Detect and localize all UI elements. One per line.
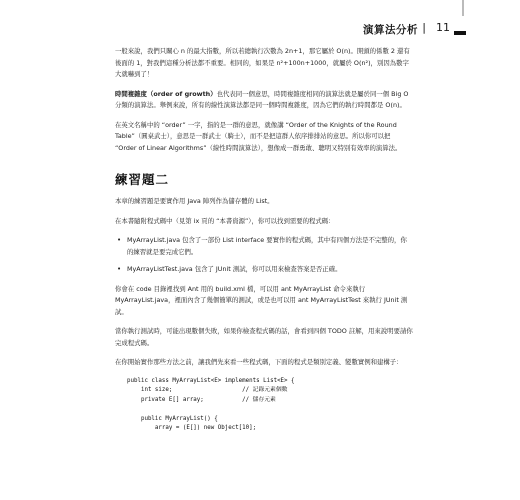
paragraph-code-location: 在本書隨附程式碼中（見第 ix 頁的 “本書資源”），你可以找到需要的程式碼：: [115, 216, 335, 225]
paragraph-order-meaning: 在英文名稱中的 “order” 一字，指的是一群的意思，就像講 “Order of the Knights of the Round Table”（圓桌武士），意思是一群武士（騎士），而不是把這群人依序排排站的意思。所以你可以把 “Order of Linear Algorithms”（線性時間演算法），想像成一群勇敢、聰明又特別有效率的演算法。: [115, 120, 402, 152]
code-listing: public class MyArrayList<E> implements List<E> { int size; // 記錄元素個數 private E[] array; // 儲存元素 public MyArrayList() { array = (E[]) new Object[10];: [127, 377, 295, 431]
header-rule: [462, 0, 464, 16]
page-header: [0, 0, 520, 38]
header-separator: |: [422, 21, 426, 34]
header-marker: [454, 31, 466, 35]
paragraph-todo-notes: 當你執行測試時，可能出現數個失敗，如果你檢查程式碼的話，會看到四個 TODO 註解，用來說明要請你完成程式碼。: [115, 327, 413, 347]
section-heading: 練習題二: [115, 172, 170, 187]
paragraph-code-preview: 在你開始實作那些方法之前，讓我們先來看一些程式碼，下面的程式是類別定義、變數實例和建構子：: [115, 358, 403, 366]
paragraph-big-o-intro: 一般來說，我們只關心 n 的最大指數，所以若總執行次數為 2n+1，那它屬於 O(n)。開頭的係數 2 還有後面的 1，對我們這種分析法都不重要。相同的，如果是 n²+100n+1000，就屬於 O(n²)，別因為數字大就嚇到了！: [115, 47, 410, 78]
paragraph-exercise-intro: 本章的練習題是要實作用 Java 陣列作為儲存體的 List。: [115, 197, 274, 205]
file-list: [115, 235, 413, 276]
paragraph-ant-usage: 你會在 code 目錄裡找到 Ant 用的 build.xml 檔，可以用 ant MyArrayList 命令來執行 MyArrayList.java，裡面內含了幾個簡單的測試，或是也可以用 ant MyArrayListTest 來執行 JUnit 測試。: [115, 284, 408, 316]
list-item: • MyArrayList.java 包含了一部份 List interface 要實作的程式碼，其中有四個方法是不完整的，你的練習就是要完成它們。: [127, 235, 413, 258]
chapter-title: 演算法分析: [363, 24, 418, 36]
page-number: 11: [436, 21, 450, 34]
paragraph-text: 也代表同一個意思，時間複雜度相同的演算法就是屬於同一個 Big O 分類的演算法。舉例來說，所有的線性演算法都是同一個時間複雜度，因為它們的執行時間都是 O(n)。: [115, 89, 409, 109]
list-item: • MyArrayListTest.java 包含了 JUnit 測試，你可以用來檢查答案是否正確。: [127, 264, 413, 276]
paragraph-order-of-growth: [115, 89, 413, 112]
page-body: [115, 46, 413, 434]
term-order-of-growth: 時間複雜度（order of growth）: [115, 89, 217, 98]
